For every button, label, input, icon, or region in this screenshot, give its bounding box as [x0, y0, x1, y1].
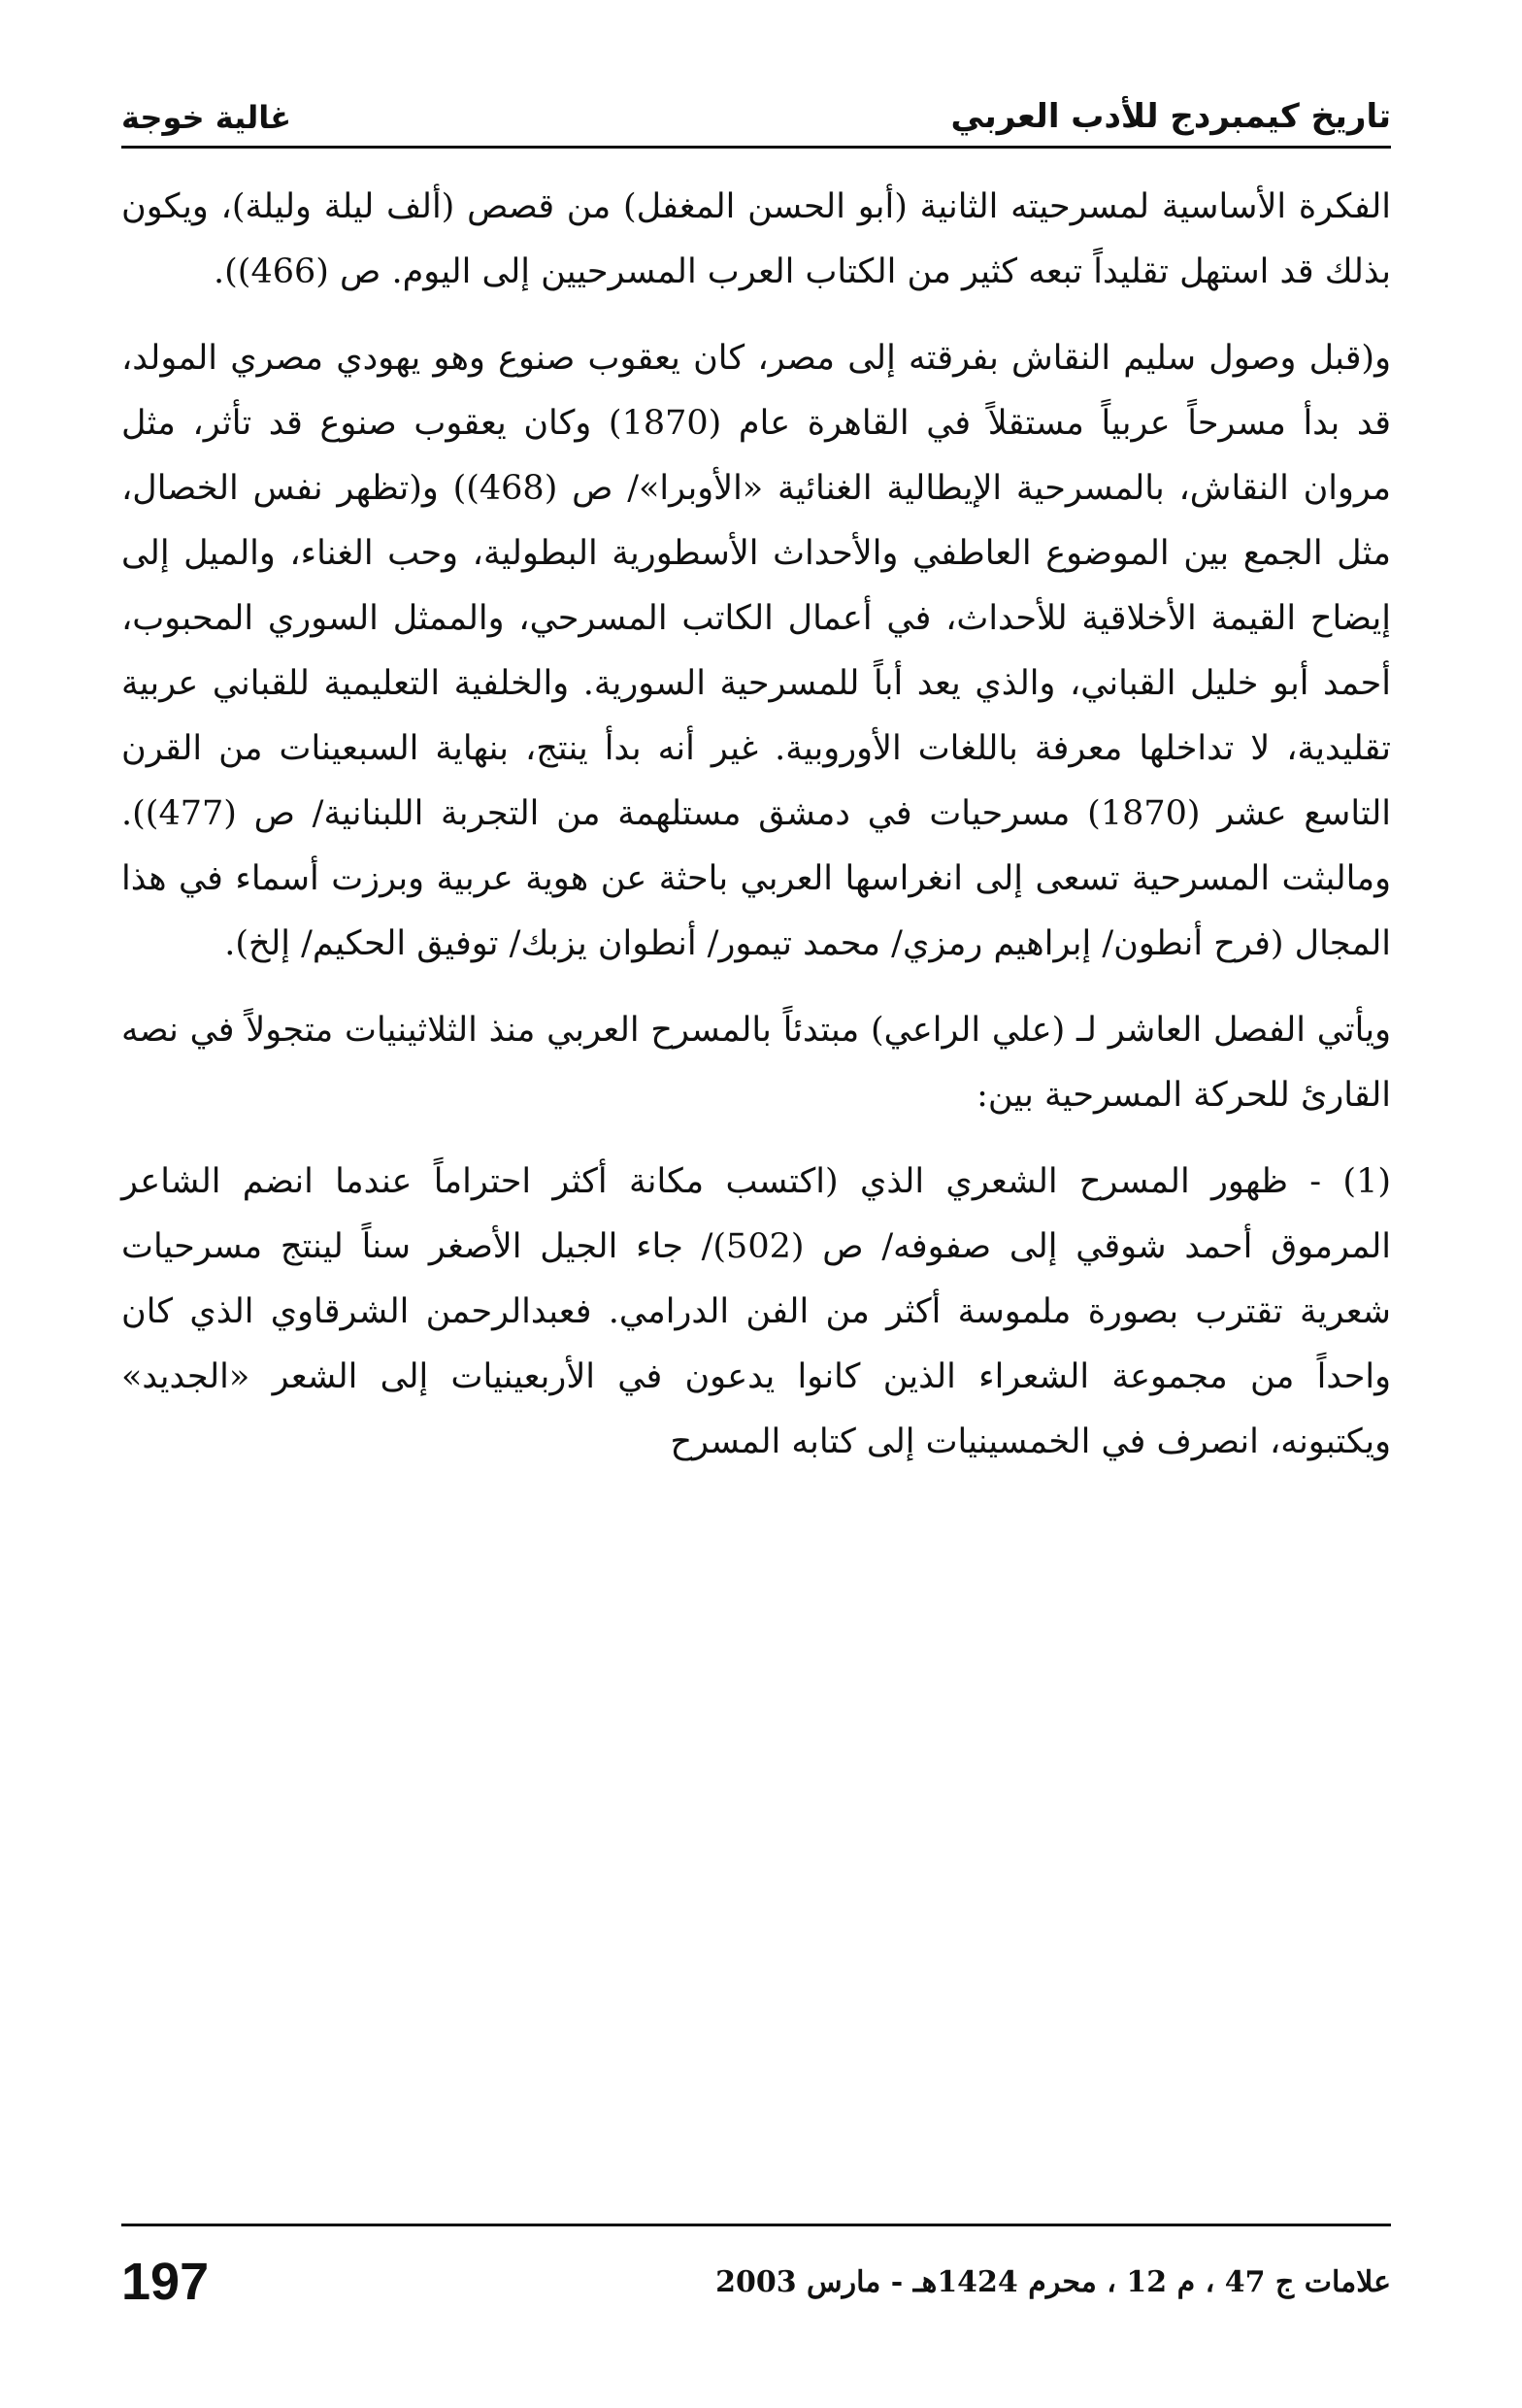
book-title: تاريخ كيمبردج للأدب العربي — [950, 97, 1391, 136]
paragraph-2: و(قبل وصول سليم النقاش بفرقته إلى مصر، كان يعقوب صنوع وهو يهودي مصري المولد، قد بدأ مسرحاً عربياً مستقلاً في القاهرة عام (1870) وكان يعقوب صنوع قد تأثر، مثل مروان النقاش، بالمسرحية الإيطالية الغنائية «الأوبرا»/ ص (468)) و(تظهر نفس الخصال، مثل الجمع بين الموضوع العاطفي والأحداث الأسطورية البطولية، وحب الغناء، والميل إلى إيضاح القيمة الأخلاقية للأحداث، في أعمال الكاتب المسرحي، والممثل السوري المحبوب، أحمد أبو خليل القباني، والذي يعد أباً للمسرحية السورية. والخلفية التعليمية للقباني عربية تقليدية، لا تداخلها معرفة باللغات الأوروبية. غير أنه بدأ ينتج، بنهاية السبعينات من القرن التاسع عشر (1870) مسرحيات في دمشق مستلهمة من التجربة اللبنانية/ ص (477)). ومالبثت المسرحية تسعى إلى انغراسها العربي باحثة عن هوية عربية وبرزت أسماء في هذا المجال (فرح أنطون/ إبراهيم رمزي/ محمد تيمور/ أنطوان يزبك/ توفيق الحكيم/ إلخ). — [121, 339, 1391, 963]
page-number: 197 — [121, 2253, 210, 2311]
body-text — [121, 175, 1391, 1475]
journal-issue-line: علامات ج 47 ، م 12 ، محرم 1424هـ - مارس 2003 — [715, 2264, 1391, 2299]
list-item-marker: (1) - — [1309, 1162, 1391, 1201]
paragraph-1: الفكرة الأساسية لمسرحيته الثانية (أبو الحسن المغفل) من قصص (ألف ليلة وليلة)، ويكون بذلك قد استهل تقليداً تبعه كثير من الكتاب العرب المسرحيين إلى اليوم. ص (466)). — [121, 187, 1391, 291]
running-header — [121, 58, 1391, 149]
list-item-text: ظهور المسرح الشعري الذي (اكتسب مكانة أكثر احتراماً عندما انضم الشاعر المرموق أحمد شوقي إلى صفوفه/ ص (502)/ جاء الجيل الأصغر سناً لينتج مسرحيات شعرية تقترب بصورة ملموسة أكثر من الفن الدرامي. فعبدالرحمن الشرقاوي الذي كان واحداً من مجموعة الشعراء الذين كانوا يدعون في الأربعينيات إلى الشعر «الجديد» ويكتبونه، انصرف في الخمسينيات إلى كتابه المسرح — [121, 1162, 1391, 1461]
paragraph-3: ويأتي الفصل العاشر لـ (علي الراعي) مبتدئاً بالمسرح العربي منذ الثلاثينيات متجولاً في نصه القارئ للحركة المسرحية بين: — [121, 1011, 1391, 1115]
author-name: غالية خوجة — [121, 99, 292, 136]
list-item-1 — [121, 1150, 1391, 1475]
page-footer — [121, 2224, 1391, 2312]
